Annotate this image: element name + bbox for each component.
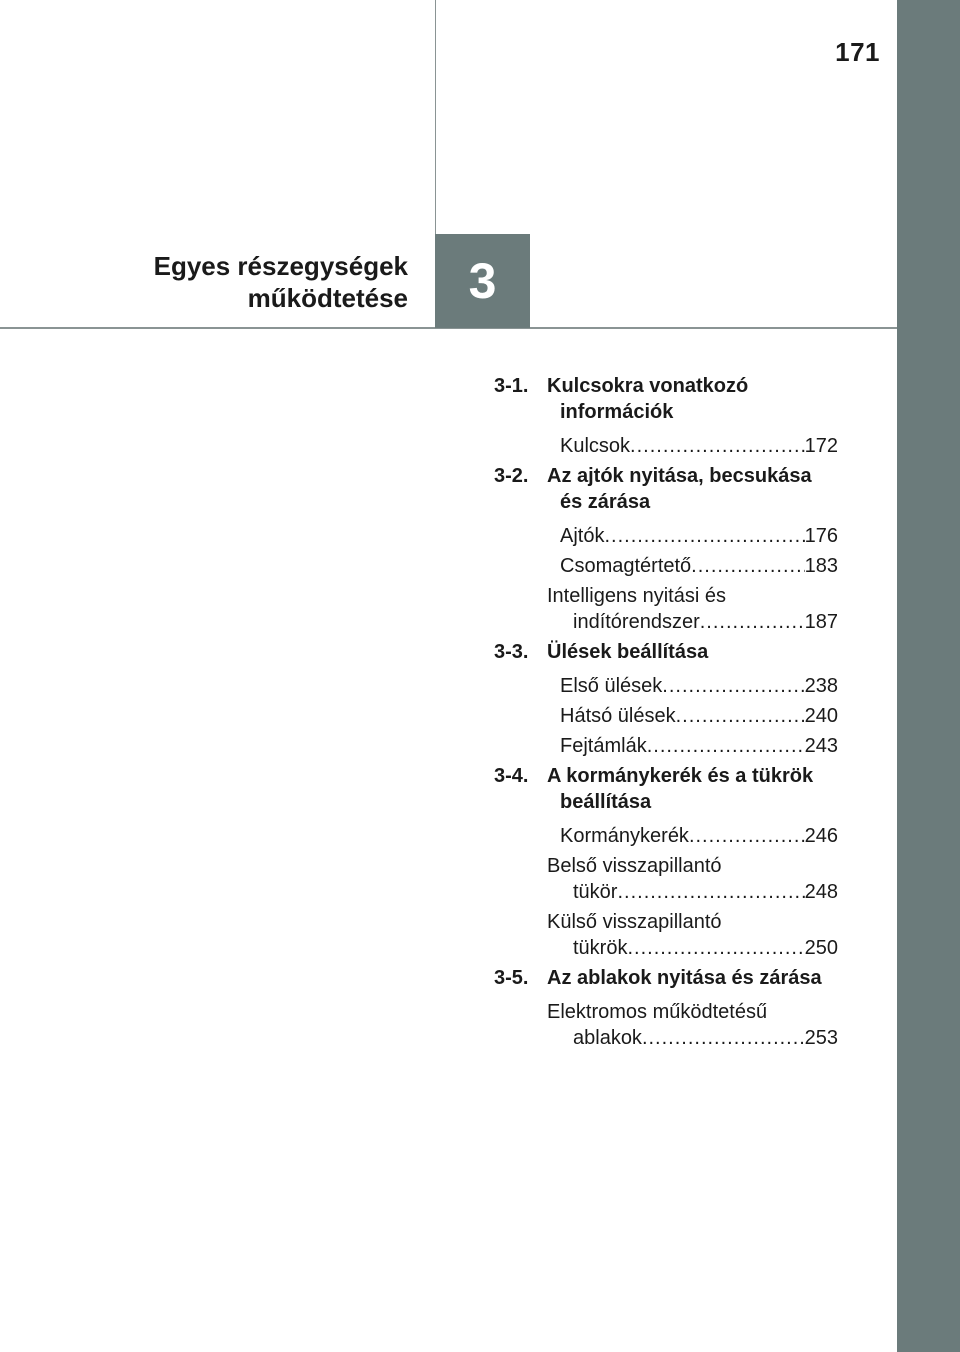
toc-section[interactable] <box>494 763 838 815</box>
dot-leader <box>630 433 805 459</box>
section-number: 3-4. <box>494 765 529 787</box>
toc-section[interactable] <box>494 373 838 425</box>
chapter-number: 3 <box>468 253 497 309</box>
entry-text: tükör <box>573 881 618 903</box>
chapter-title-line2: működtetése <box>247 283 408 313</box>
section-title: A kormánykerék és a tükrök beállítása <box>547 765 814 813</box>
toc-entry[interactable] <box>494 823 838 849</box>
entry-page: 183 <box>804 555 838 577</box>
section-title: Az ajtók nyitása, becsukása és zárása <box>547 465 812 513</box>
entry-text: Ajtók <box>560 525 605 547</box>
toc-entry[interactable] <box>494 999 838 1051</box>
entry-page: 238 <box>804 675 838 697</box>
dot-leader <box>604 523 804 549</box>
toc-section[interactable] <box>494 639 838 665</box>
entry-page: 250 <box>804 937 838 959</box>
dot-leader <box>642 1025 805 1051</box>
entry-text: Első ülések <box>560 675 663 697</box>
toc-entry[interactable] <box>494 433 838 459</box>
entry-text: Hátsó ülések <box>560 705 676 727</box>
entry-text-line1: Elektromos működtetésű <box>547 1001 768 1023</box>
section-number: 3-5. <box>494 967 529 989</box>
entry-text: ablakok <box>573 1027 642 1049</box>
section-title: Az ablakok nyitása és zárása <box>547 967 822 989</box>
page-number: 171 <box>835 37 880 67</box>
entry-page: 248 <box>804 881 838 903</box>
section-number: 3-1. <box>494 375 529 397</box>
entry-page: 246 <box>804 825 838 847</box>
section-number: 3-3. <box>494 641 529 663</box>
toc-entry[interactable] <box>494 909 838 961</box>
entry-text-line1: Intelligens nyitási és <box>547 585 726 607</box>
chapter-number-box <box>435 234 530 328</box>
toc-entry[interactable] <box>494 583 838 635</box>
entry-page: 172 <box>804 435 838 457</box>
entry-text-line1: Belső visszapillantó <box>547 855 722 877</box>
table-of-contents <box>494 373 838 1055</box>
toc-entry[interactable] <box>494 523 838 549</box>
entry-page: 187 <box>804 611 838 633</box>
dot-leader <box>676 703 805 729</box>
toc-entry[interactable] <box>494 733 838 759</box>
dot-leader <box>647 733 805 759</box>
toc-entry[interactable] <box>494 553 838 579</box>
section-title: Kulcsokra vonatkozó információk <box>547 375 749 423</box>
entry-text-line1: Külső visszapillantó <box>547 911 722 933</box>
section-title: Ülések beállítása <box>547 641 709 663</box>
entry-text: tükrök <box>573 937 628 959</box>
section-number: 3-2. <box>494 465 529 487</box>
entry-page: 253 <box>804 1027 838 1049</box>
dot-leader <box>662 673 804 699</box>
toc-entry[interactable] <box>494 673 838 699</box>
entry-page: 176 <box>804 525 838 547</box>
dot-leader <box>700 609 805 635</box>
entry-text: indítórendszer <box>573 611 700 633</box>
chapter-title <box>154 250 408 314</box>
dot-leader <box>617 879 804 905</box>
entry-text: Csomagtértető <box>560 555 692 577</box>
toc-section[interactable] <box>494 965 838 991</box>
entry-page: 240 <box>804 705 838 727</box>
entry-page: 243 <box>804 735 838 757</box>
chapter-tab-band <box>897 0 960 1352</box>
dot-leader <box>627 935 804 961</box>
entry-text: Kulcsok <box>560 435 631 457</box>
entry-text: Kormánykerék <box>560 825 689 847</box>
toc-entry[interactable] <box>494 853 838 905</box>
toc-section[interactable] <box>494 463 838 515</box>
dot-leader <box>689 823 805 849</box>
dot-leader <box>691 553 804 579</box>
toc-entry[interactable] <box>494 703 838 729</box>
chapter-title-line1: Egyes részegységek <box>153 251 408 281</box>
entry-text: Fejtámlák <box>560 735 647 757</box>
